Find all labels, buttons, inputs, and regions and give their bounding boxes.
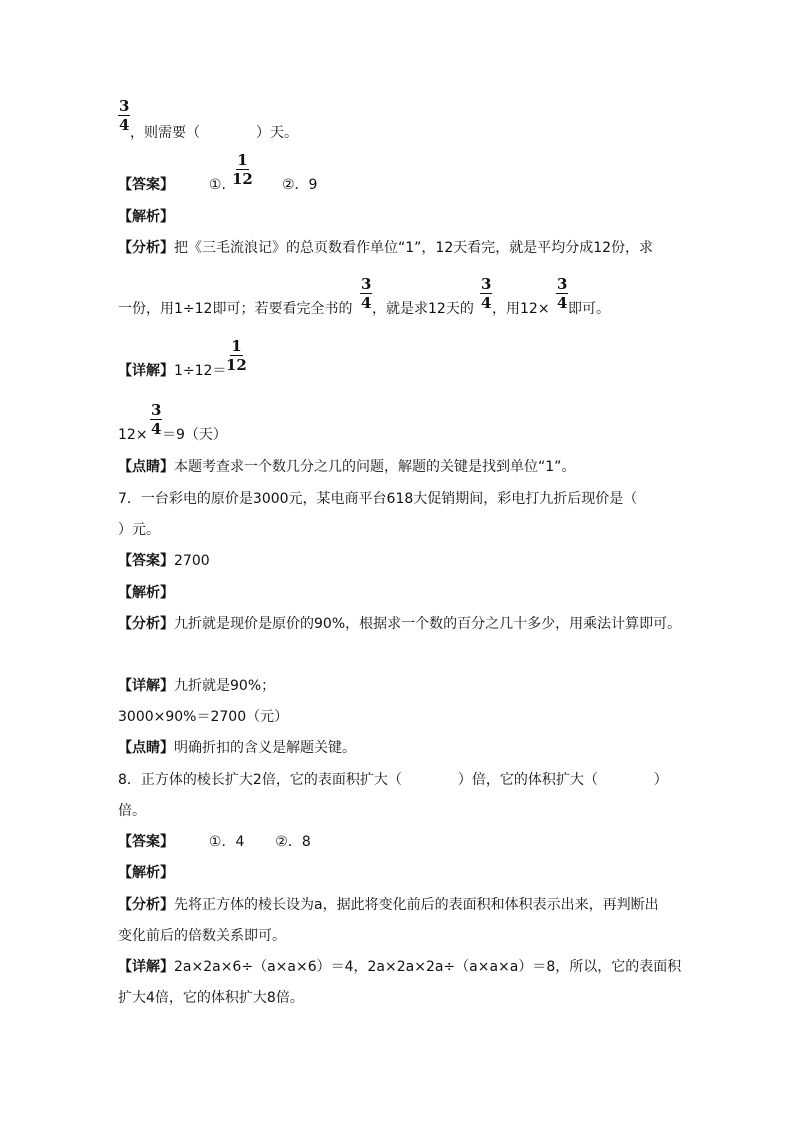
fraction-three-quarters bbox=[118, 98, 130, 133]
q8-fenxi-line2: 变化前后的倍数关系即可。 bbox=[118, 928, 286, 944]
q6-fenxi-line1 bbox=[118, 239, 653, 257]
numerator: 3 bbox=[151, 401, 162, 419]
fenxi-text: 先将正方体的棱长设为a，据此将变化前后的表面积和体积表示出来，再判断出 bbox=[174, 897, 659, 913]
q8-question-line1: 8．正方体的棱长扩大2倍，它的表面积扩大（ ）倍，它的体积扩大（ ） bbox=[118, 772, 668, 788]
answer-2: ②．8 bbox=[275, 834, 311, 850]
denominator: 4 bbox=[557, 294, 568, 312]
numerator: 3 bbox=[119, 97, 130, 115]
answer-1-prefix: ①. bbox=[208, 177, 226, 193]
dianjing-tag: 【点睛】 bbox=[118, 740, 174, 756]
q6-detail-line1 bbox=[118, 362, 226, 380]
denominator: 4 bbox=[151, 420, 162, 438]
denominator: 12 bbox=[232, 170, 253, 188]
q6-tail-text: ，则需要（ ）天。 bbox=[130, 125, 298, 141]
q7-question-line1: 7．一台彩电的原价是3000元，某电商平台618大促销期间，彩电打九折后现价是（ bbox=[118, 491, 638, 507]
denominator: 4 bbox=[361, 294, 372, 312]
q6-fenxi-line2d: 即可。 bbox=[568, 301, 610, 317]
dianjing-tag: 【点睛】 bbox=[118, 459, 174, 475]
detail-tag: 【详解】 bbox=[118, 678, 174, 694]
fenxi-tag: 【分析】 bbox=[118, 897, 174, 913]
q7-answer bbox=[118, 552, 210, 570]
q7-dianjing bbox=[118, 739, 356, 757]
detail-tag: 【详解】 bbox=[118, 959, 174, 975]
fenxi-tag: 【分析】 bbox=[118, 616, 174, 632]
q7-detail-line2: 3000×90%＝2700（元） bbox=[118, 709, 289, 725]
detail-text: 2a×2a×6÷（a×a×6）＝4，2a×2a×2a÷（a×a×a）＝8，所以，它的表面积 bbox=[174, 959, 682, 975]
q7-fenxi bbox=[118, 615, 681, 633]
denominator: 4 bbox=[119, 116, 130, 134]
numerator: 3 bbox=[481, 275, 492, 293]
fraction-one-twelfth bbox=[232, 152, 253, 187]
denominator: 12 bbox=[226, 356, 247, 374]
dianjing-text: 本题考查求一个数几分之几的问题，解题的关键是找到单位“1”。 bbox=[174, 459, 576, 475]
numerator: 3 bbox=[361, 275, 372, 293]
detail-tag: 【详解】 bbox=[118, 363, 174, 379]
answer-tag: 【答案】 bbox=[118, 553, 174, 569]
q6-answer-line bbox=[118, 176, 226, 194]
answer-tag: 【答案】 bbox=[118, 177, 174, 193]
q6-detail-line2a: 12× bbox=[118, 427, 148, 443]
answer-2: ②．9 bbox=[282, 177, 318, 193]
q8-answer bbox=[118, 833, 311, 851]
answer-1: ①．4 bbox=[208, 834, 245, 850]
fenxi-text: 把《三毛流浪记》的总页数看作单位“1”，12天看完，就是平均分成12份，求 bbox=[174, 240, 654, 256]
q6-fenxi-line2b: ，就是求12天的 bbox=[372, 301, 474, 317]
fraction-three-quarters bbox=[480, 276, 492, 311]
detail-text: 1÷12＝ bbox=[174, 363, 227, 379]
answer-tag: 【答案】 bbox=[118, 834, 174, 850]
q8-detail-line1 bbox=[118, 958, 681, 976]
q6-jiexi: 【解析】 bbox=[118, 209, 174, 225]
fenxi-text: 九折就是现价是原价的90%，根据求一个数的百分之几十多少，用乘法计算即可。 bbox=[174, 616, 682, 632]
fraction-three-quarters bbox=[556, 276, 568, 311]
numerator: 1 bbox=[231, 337, 242, 355]
q6-detail-line2b: ＝9（天） bbox=[162, 427, 227, 443]
answer-value: 2700 bbox=[174, 553, 210, 569]
numerator: 1 bbox=[237, 151, 248, 169]
fraction-one-twelfth bbox=[226, 338, 247, 373]
denominator: 4 bbox=[481, 294, 492, 312]
fenxi-tag: 【分析】 bbox=[118, 240, 174, 256]
numerator: 3 bbox=[557, 275, 568, 293]
q7-jiexi: 【解析】 bbox=[118, 585, 174, 601]
q8-question-line2: 倍。 bbox=[118, 803, 146, 819]
q8-detail-line2: 扩大4倍，它的体积扩大8倍。 bbox=[118, 990, 304, 1006]
q8-jiexi: 【解析】 bbox=[118, 865, 174, 881]
q7-question-line2: ）元。 bbox=[118, 522, 160, 538]
q6-fenxi-line2c: ，用12× bbox=[492, 301, 550, 317]
fraction-three-quarters bbox=[150, 402, 162, 437]
q8-fenxi-line1 bbox=[118, 896, 659, 914]
q6-fenxi-line2a: 一份，用1÷12即可；若要看完全书的 bbox=[118, 301, 353, 317]
detail-text: 九折就是90%； bbox=[174, 678, 276, 694]
q7-detail-line1 bbox=[118, 677, 275, 695]
q6-dianjing bbox=[118, 458, 575, 476]
fraction-three-quarters bbox=[360, 276, 372, 311]
dianjing-text: 明确折扣的含义是解题关键。 bbox=[174, 740, 356, 756]
